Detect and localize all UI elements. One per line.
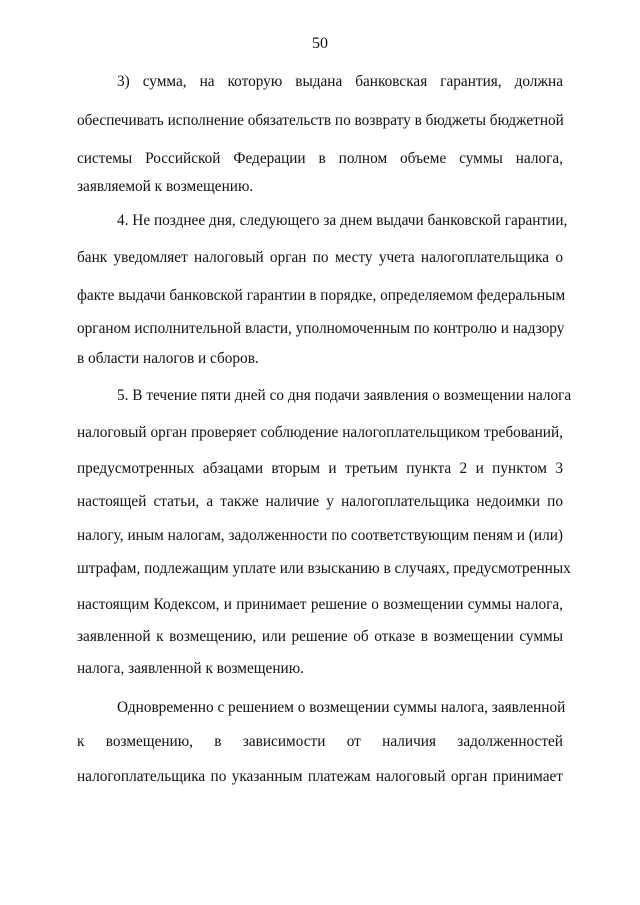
paragraph-4-line-1: 4. Не позднее дня, следующего за днем выдачи банковской гарантии, — [117, 212, 568, 229]
paragraph-5-line-6: штрафам, подлежащим уплате или взысканию в случаях, предусмотренных — [77, 560, 571, 577]
paragraph-3-line-2: обеспечивать исполнение обязательств по возврату в бюджеты бюджетной — [77, 112, 564, 129]
paragraph-5-line-4: настоящей статьи, а также наличие у налогоплательщика недоимки по — [77, 493, 563, 510]
paragraph-4-line-4: органом исполнительной власти, уполномоченным по контролю и надзору — [77, 320, 565, 337]
paragraph-5-line-7: настоящим Кодексом, и принимает решение о возмещении суммы налога, — [77, 596, 563, 613]
paragraph-5-line-9: налога, заявленной к возмещению. — [77, 660, 304, 677]
paragraph-5-line-1: 5. В течение пяти дней со дня подачи заявления о возмещении налога — [117, 387, 572, 404]
paragraph-3-line-3: системы Российской Федерации в полном объеме суммы налога, — [77, 150, 563, 167]
paragraph-3-line-1: 3) сумма, на которую выдана банковская гарантия, должна — [117, 73, 563, 90]
paragraph-4-line-5: в области налогов и сборов. — [77, 350, 259, 367]
paragraph-5-line-3: предусмотренных абзацами вторым и третьим пункта 2 и пунктом 3 — [77, 460, 563, 477]
paragraph-6-line-1: Одновременно с решением о возмещении суммы налога, заявленной — [117, 699, 566, 716]
paragraph-4-line-2: банк уведомляет налоговый орган по месту учета налогоплательщика о — [77, 249, 563, 266]
paragraph-3-line-4: заявляемой к возмещению. — [77, 178, 254, 195]
paragraph-6-line-2: к возмещению, в зависимости от наличия задолженностей — [77, 733, 563, 750]
paragraph-6-line-3: налогоплательщика по указанным платежам налоговый орган принимает — [77, 768, 563, 785]
paragraph-4-line-3: факте выдачи банковской гарантии в порядке, определяемом федеральным — [77, 287, 566, 304]
paragraph-5-line-2: налоговый орган проверяет соблюдение налогоплательщиком требований, — [77, 424, 563, 441]
page-number: 50 — [312, 35, 328, 52]
paragraph-5-line-5: налогу, иным налогам, задолженности по соответствующим пеням и (или) — [77, 527, 563, 544]
paragraph-5-line-8: заявленной к возмещению, или решение об отказе в возмещении суммы — [77, 628, 563, 645]
